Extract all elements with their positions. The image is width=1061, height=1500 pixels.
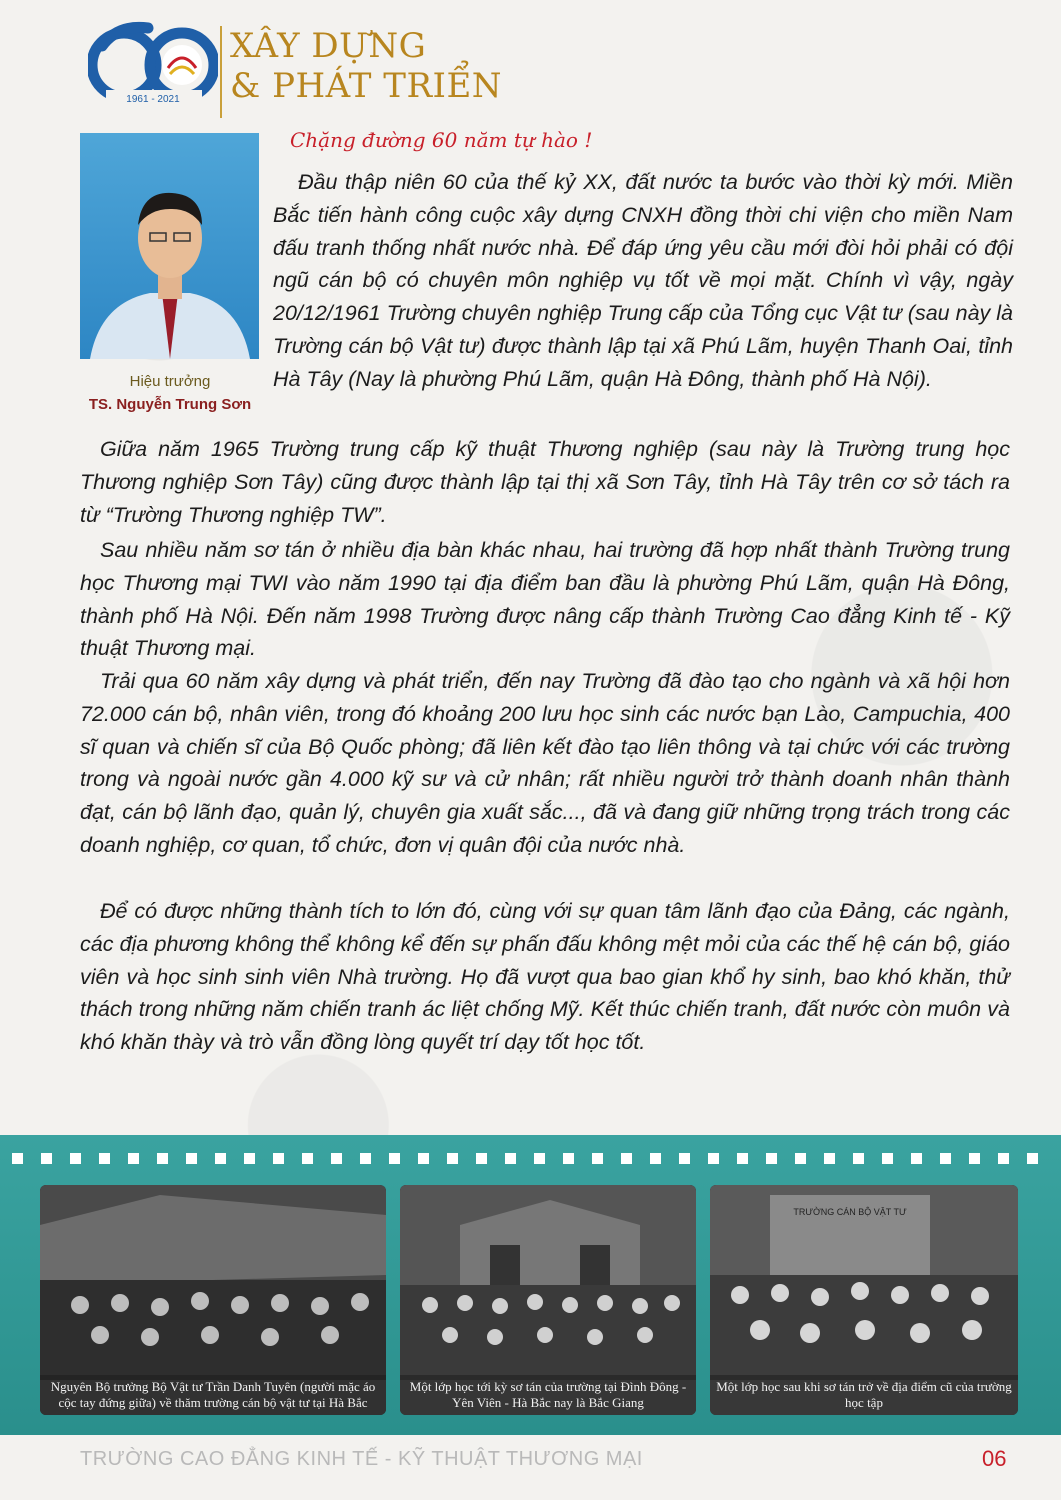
paragraph-1: Đầu thập niên 60 của thế kỷ XX, đất nước ta bước vào thời kỳ mới. Miền Bắc tiến hành công cuộc xây dựng CNXH đồng thời chi viện cho miền Nam đấu tranh thống nhất nước nhà. Để đáp ứng yêu cầu mới đòi hỏi phải có đội ngũ cán bộ có chuyên môn nghiệp vụ tốt về mọi mặt. Chính vì vậy, ngày 20/12/1961 Trường chuyên nghiệp Trung cấp của Tổng cục Vật tư (sau này là Trường cán bộ Vật tư) được thành lập tại xã Phú Lãm, huyện Thanh Oai, tỉnh Hà Tây (Nay là phường Phú Lãm, quận Hà Đông, thành phố Hà Nội).: [273, 170, 1013, 391]
film-hole: [708, 1153, 719, 1164]
principal-role: Hiệu trưởng: [129, 373, 211, 390]
header-divider: [220, 26, 222, 118]
film-hole: [766, 1153, 777, 1164]
paragraph-4: Trải qua 60 năm xây dựng và phát triển, đến nay Trường đã đào tạo cho ngành và xã hội hơn 72.000 cán bộ, nhân viên, trong đó khoảng 200 lưu học sinh các nước bạn Lào, Campuchia, 400 sĩ quan và chiến sĩ của Bộ Quốc phòng; đã liên kết đào tạo liên thông và tại chức với các trường trong và ngoài nước gần 4.000 kỹ sư và cử nhân; rất nhiều người trở thành doanh nhân thành đạt, cán bộ lãnh đạo, quản lý, chuyên gia xuất sắc..., đã và đang giữ những trọng trách trong các doanh nghiệp, cơ quan, tổ chức, đơn vị quân đội của nước nhà.: [80, 669, 1010, 857]
film-hole: [128, 1153, 139, 1164]
film-hole: [882, 1153, 893, 1164]
principal-portrait: [80, 133, 259, 359]
page-header: [88, 18, 588, 118]
principal-name: TS. Nguyễn Trung Sơn: [88, 396, 252, 413]
film-hole: [998, 1153, 1009, 1164]
film-hole: [795, 1153, 806, 1164]
photo-1: [40, 1185, 386, 1415]
film-hole: [12, 1153, 23, 1164]
header-title: [230, 26, 502, 106]
film-hole: [360, 1153, 371, 1164]
film-hole: [302, 1153, 313, 1164]
paragraph-3: Sau nhiều năm sơ tán ở nhiều địa bàn khác nhau, hai trường đã hợp nhất thành Trường trung học Thương mại TWI vào năm 1990 tại địa điểm ban đầu là phường Phú Lãm, quận Hà Đông, thành phố Hà Nội. Đến năm 1998 Trường được nâng cấp thành Trường Cao đẳng Kinh tế - Kỹ thuật Thương mại.: [80, 538, 1010, 661]
film-hole: [563, 1153, 574, 1164]
film-hole: [447, 1153, 458, 1164]
portrait-figure: [80, 133, 259, 359]
logo-years: 1961 - 2021: [126, 94, 180, 105]
photo-2-caption: Một lớp học tới kỳ sơ tán của trường tại Đình Đông - Yên Viên - Hà Bắc nay là Bắc Giang: [400, 1375, 696, 1415]
film-hole: [679, 1153, 690, 1164]
header-title-line2: & PHÁT TRIỂN: [230, 66, 503, 106]
film-hole: [969, 1153, 980, 1164]
paragraph-2: Giữa năm 1965 Trường trung cấp kỹ thuật Thương nghiệp (sau này là Trường trung học Thương nghiệp Sơn Tây) cũng được thành lập tại thị xã Sơn Tây, tỉnh Hà Tây trên cơ sở tách ra từ “Trường Thương nghiệp TW”.: [80, 437, 1010, 527]
photo-2: [400, 1185, 696, 1415]
film-hole: [273, 1153, 284, 1164]
film-hole: [911, 1153, 922, 1164]
photo-3-caption: Một lớp học sau khi sơ tán trở về địa điểm cũ của trường học tập: [710, 1375, 1018, 1415]
film-hole: [41, 1153, 52, 1164]
photo-3: [710, 1185, 1018, 1415]
film-hole: [331, 1153, 342, 1164]
film-hole: [592, 1153, 603, 1164]
film-hole: [940, 1153, 951, 1164]
photo-film-strip: [0, 1135, 1061, 1435]
film-hole: [476, 1153, 487, 1164]
anniversary-logo: [88, 18, 218, 108]
film-hole: [389, 1153, 400, 1164]
footer-school-name: TRƯỜNG CAO ĐẲNG KINH TẾ - KỸ THUẬT THƯƠNG MẠI: [80, 1448, 643, 1470]
film-hole: [418, 1153, 429, 1164]
film-hole: [505, 1153, 516, 1164]
film-hole: [215, 1153, 226, 1164]
film-holes: [0, 1153, 1061, 1167]
photo-3-sign: TRƯỜNG CÁN BỘ VẬT TƯ: [793, 1207, 907, 1217]
page-number: 06: [982, 1446, 1007, 1471]
film-hole: [70, 1153, 81, 1164]
film-hole: [824, 1153, 835, 1164]
film-hole: [534, 1153, 545, 1164]
film-hole: [157, 1153, 168, 1164]
film-hole: [621, 1153, 632, 1164]
section-title: Chặng đường 60 năm tự hào !: [290, 128, 593, 152]
paragraph-5: Để có được những thành tích to lớn đó, cùng với sự quan tâm lãnh đạo của Đảng, các ngành, các địa phương không thể không kể đến sự phấn đấu không mệt mỏi của các thế hệ cán bộ, giáo viên và học sinh sinh viên Nhà trường. Họ đã vượt qua bao gian khổ hy sinh, bao khó khăn, thử thách trong những năm chiến tranh ác liệt chống Mỹ. Kết thúc chiến tranh, đất nước còn muôn và khó khăn thày và trò vẫn đồng lòng quyết trí dạy tốt học tốt.: [80, 899, 1010, 1055]
film-hole: [244, 1153, 255, 1164]
film-hole: [99, 1153, 110, 1164]
film-hole: [650, 1153, 661, 1164]
film-hole: [853, 1153, 864, 1164]
film-hole: [737, 1153, 748, 1164]
header-title-line1: XÂY DỰNG: [230, 26, 427, 66]
film-hole: [1027, 1153, 1038, 1164]
photo-1-caption: Nguyên Bộ trưởng Bộ Vật tư Trần Danh Tuyên (người mặc áo cộc tay đứng giữa) về thăm trường cán bộ vật tư tại Hà Bắc: [40, 1375, 386, 1415]
film-hole: [186, 1153, 197, 1164]
